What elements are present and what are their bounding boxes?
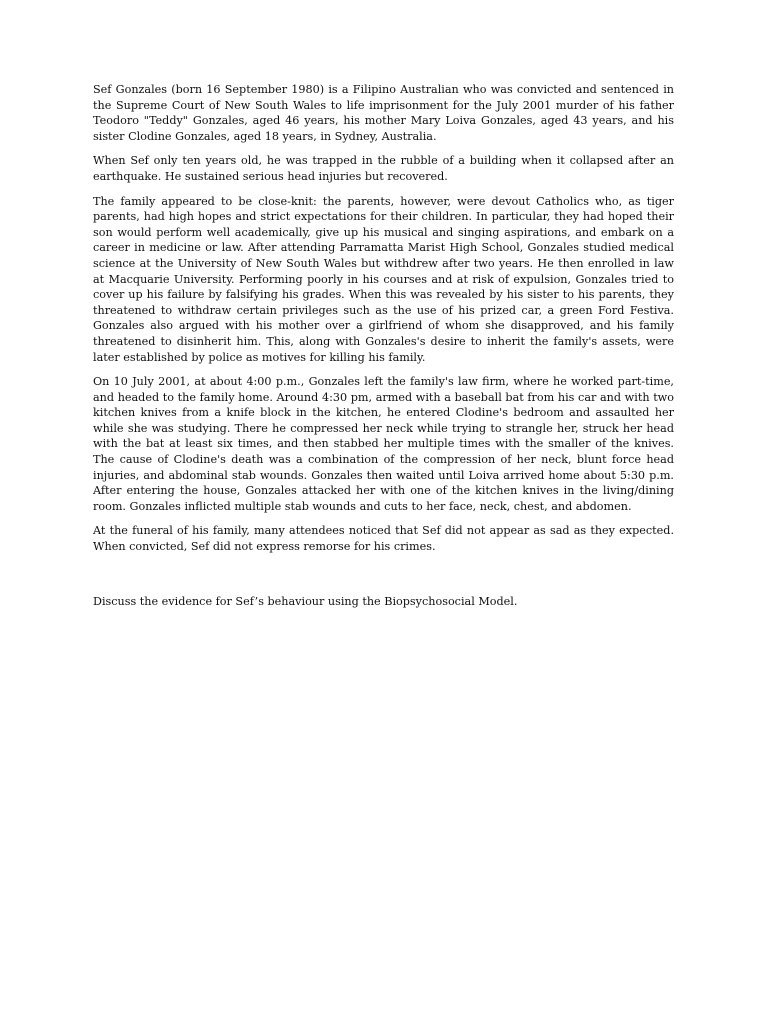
paragraph-intro: Sef Gonzales (born 16 September 1980) is a Filipino Australian who was convicted and sentenced in the Supreme Court of New South Wales to life imprisonment for the July 2001 murder of his father Teodoro "Teddy" Gonzales, aged 46 years, his mother Mary Loiva Gonzales, aged 43 years, and his sister Clodine Gonzales, aged 18 years, in Sydney, Australia. <box>93 83 674 143</box>
paragraph-murders: On 10 July 2001, at about 4:00 p.m., Gonzales left the family's law firm, where he worked part-time, and headed to the family home. Around 4:30 pm, armed with a baseball bat from his car and with two kitchen knives from a knife block in the kitchen, he entered Clodine's bedroom and assaulted her while she was studying. There he compressed her neck while trying to strangle her, struck her head with the bat at least six times, and then stabbed her multiple times with the smaller of the knives. The cause of Clodine's death was a combination of the compression of her neck, blunt force head injuries, and abdominal stab wounds. Gonzales then waited until Loiva arrived home about 5:30 p.m. After entering the house, Gonzales attacked her with one of the kitchen knives in the living/dining room. Gonzales inflicted multiple stab wounds and cuts to her face, neck, chest, and abdomen. <box>93 375 674 513</box>
document-page <box>93 82 674 618</box>
paragraph-family: The family appeared to be close-knit: the parents, however, were devout Catholics who, as tiger parents, had high hopes and strict expectations for their children. In particular, they had hoped their son would perform well academically, give up his musical and singing aspirations, and embark on a career in medicine or law. After attending Parramatta Marist High School, Gonzales studied medical science at the University of New South Wales but withdrew after two years. He then enrolled in law at Macquarie University. Performing poorly in his courses and at risk of expulsion, Gonzales tried to cover up his failure by falsifying his grades. When this was revealed by his sister to his parents, they threatened to withdraw certain privileges such as the use of his prized car, a green Ford Festiva. Gonzales also argued with his mother over a girlfriend of whom she disapproved, and his family threatened to disinherit him. This, along with Gonzales's desire to inherit the family's assets, were later established by police as motives for killing his family. <box>93 194 674 364</box>
paragraph-earthquake: When Sef only ten years old, he was trapped in the rubble of a building when it collapsed after an earthquake. He sustained serious head injuries but recovered. <box>93 154 674 183</box>
discussion-question: Discuss the evidence for Sef’s behaviour using the Biopsychosocial Model. <box>93 594 518 608</box>
paragraph-funeral: At the funeral of his family, many attendees noticed that Sef did not appear as sad as they expected. When convicted, Sef did not express remorse for his crimes. <box>93 524 674 554</box>
